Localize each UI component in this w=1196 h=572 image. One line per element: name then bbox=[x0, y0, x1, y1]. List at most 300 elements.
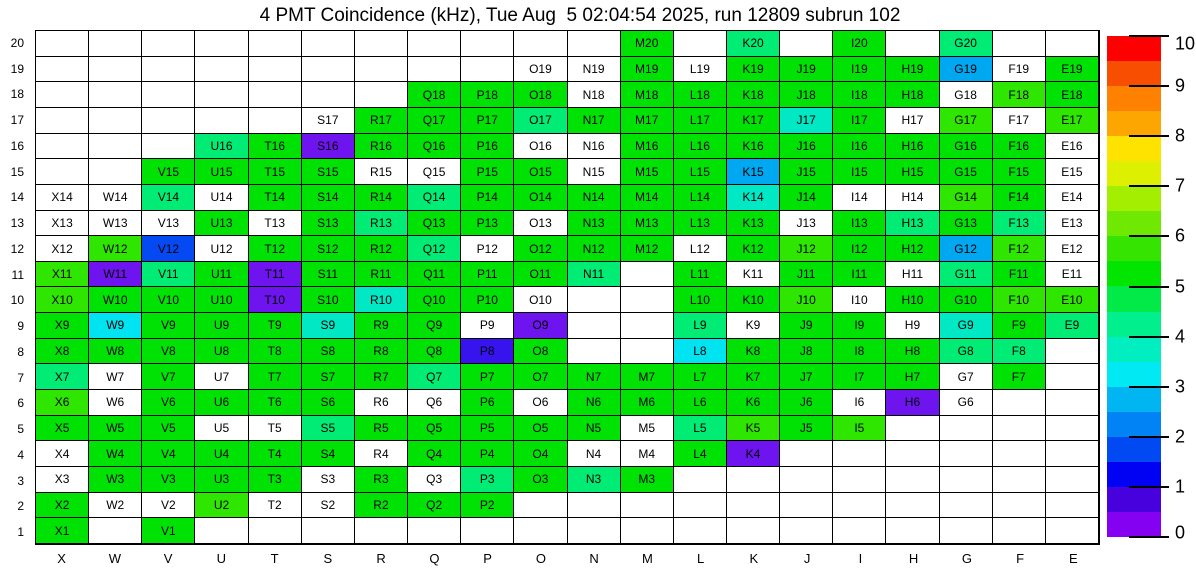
heatmap-cell: Q12 bbox=[408, 236, 461, 262]
x-axis-tick-label: R bbox=[376, 550, 386, 566]
colorbar-tick-label: 1 bbox=[1175, 476, 1186, 497]
heatmap-cell: T10 bbox=[249, 287, 302, 313]
heatmap-cell: G10 bbox=[940, 287, 993, 313]
heatmap-cell: I6 bbox=[833, 390, 886, 416]
heatmap-cell bbox=[940, 518, 993, 544]
heatmap-cell bbox=[142, 57, 195, 83]
heatmap-cell: N14 bbox=[568, 185, 621, 211]
heatmap-cell: V12 bbox=[142, 236, 195, 262]
heatmap-cell: I11 bbox=[833, 262, 886, 288]
colorbar-band bbox=[1107, 86, 1161, 111]
heatmap-cell bbox=[568, 518, 621, 544]
heatmap-cell bbox=[195, 518, 248, 544]
heatmap-cell bbox=[408, 31, 461, 57]
heatmap-cell: Q8 bbox=[408, 339, 461, 365]
heatmap-cell bbox=[621, 287, 674, 313]
heatmap-cell: E18 bbox=[1046, 82, 1099, 108]
heatmap-cell bbox=[940, 493, 993, 519]
y-axis-tick-label: 18 bbox=[10, 87, 24, 102]
heatmap-cell bbox=[993, 390, 1046, 416]
colorbar-band bbox=[1107, 337, 1161, 362]
heatmap-cell: I17 bbox=[833, 108, 886, 134]
colorbar-tick bbox=[1129, 536, 1169, 538]
heatmap-cell: E13 bbox=[1046, 211, 1099, 237]
heatmap-cell: M5 bbox=[621, 416, 674, 442]
heatmap-cell: M13 bbox=[621, 211, 674, 237]
y-axis-tick-label: 16 bbox=[10, 138, 24, 153]
heatmap-cell: O18 bbox=[514, 82, 567, 108]
heatmap-cell: F11 bbox=[993, 262, 1046, 288]
heatmap-cell: O16 bbox=[514, 134, 567, 160]
heatmap-cell: U4 bbox=[195, 441, 248, 467]
heatmap-cell: P16 bbox=[461, 134, 514, 160]
y-axis-tick-label: 10 bbox=[10, 293, 24, 308]
y-axis-tick-label: 17 bbox=[10, 113, 24, 128]
heatmap-cell: U7 bbox=[195, 364, 248, 390]
heatmap-cell bbox=[36, 82, 89, 108]
x-axis-labels bbox=[35, 548, 1100, 568]
heatmap-cell: M6 bbox=[621, 390, 674, 416]
heatmap-cell: O14 bbox=[514, 185, 567, 211]
heatmap-cell: X10 bbox=[36, 287, 89, 313]
heatmap-cell: Q4 bbox=[408, 441, 461, 467]
heatmap-cell bbox=[355, 57, 408, 83]
colorbar-tick-label: 3 bbox=[1175, 376, 1186, 397]
heatmap-cell bbox=[1046, 339, 1099, 365]
heatmap-cell: O17 bbox=[514, 108, 567, 134]
heatmap-cell: S17 bbox=[302, 108, 355, 134]
heatmap-cell: Q18 bbox=[408, 82, 461, 108]
heatmap-cell: R14 bbox=[355, 185, 408, 211]
heatmap-cell: H6 bbox=[886, 390, 939, 416]
heatmap-cell bbox=[886, 493, 939, 519]
heatmap-cell: S3 bbox=[302, 467, 355, 493]
heatmap-cell: K9 bbox=[727, 313, 780, 339]
x-axis-tick-label: N bbox=[589, 550, 599, 566]
heatmap-cell: X4 bbox=[36, 441, 89, 467]
heatmap-cell: E11 bbox=[1046, 262, 1099, 288]
heatmap-cell: G14 bbox=[940, 185, 993, 211]
heatmap-cell: V10 bbox=[142, 287, 195, 313]
heatmap-cell: J12 bbox=[780, 236, 833, 262]
heatmap-cell bbox=[568, 339, 621, 365]
heatmap-cell: S8 bbox=[302, 339, 355, 365]
heatmap-cell bbox=[89, 518, 142, 544]
heatmap-cell: U6 bbox=[195, 390, 248, 416]
heatmap-cell: I20 bbox=[833, 31, 886, 57]
heatmap-cell: L9 bbox=[674, 313, 727, 339]
y-axis-tick-label: 12 bbox=[10, 241, 24, 256]
heatmap-cell bbox=[886, 441, 939, 467]
y-axis-tick-label: 20 bbox=[10, 35, 24, 50]
heatmap-cell: R16 bbox=[355, 134, 408, 160]
heatmap-cell bbox=[89, 57, 142, 83]
heatmap-cell: J16 bbox=[780, 134, 833, 160]
colorbar-tick bbox=[1129, 85, 1169, 87]
heatmap-cell: P18 bbox=[461, 82, 514, 108]
heatmap-cell: F13 bbox=[993, 211, 1046, 237]
heatmap-cell: S6 bbox=[302, 390, 355, 416]
heatmap-cell: Q17 bbox=[408, 108, 461, 134]
heatmap-cell: F17 bbox=[993, 108, 1046, 134]
heatmap-cell: E17 bbox=[1046, 108, 1099, 134]
heatmap-cell: L7 bbox=[674, 364, 727, 390]
heatmap-cell bbox=[993, 467, 1046, 493]
heatmap-cell: Q5 bbox=[408, 416, 461, 442]
heatmap-cell: N7 bbox=[568, 364, 621, 390]
heatmap-cell: X9 bbox=[36, 313, 89, 339]
heatmap-cell: M7 bbox=[621, 364, 674, 390]
heatmap-cell: M15 bbox=[621, 159, 674, 185]
heatmap-cell: N3 bbox=[568, 467, 621, 493]
colorbar-band bbox=[1107, 111, 1161, 136]
heatmap-cell: W4 bbox=[89, 441, 142, 467]
heatmap-cell: W11 bbox=[89, 262, 142, 288]
heatmap-cell: F19 bbox=[993, 57, 1046, 83]
heatmap-cell: O10 bbox=[514, 287, 567, 313]
heatmap-cell: X6 bbox=[36, 390, 89, 416]
colorbar-tick bbox=[1129, 386, 1169, 388]
colorbar-tick bbox=[1129, 436, 1169, 438]
heatmap-cell: H19 bbox=[886, 57, 939, 83]
heatmap-cell bbox=[833, 493, 886, 519]
heatmap-cell: I14 bbox=[833, 185, 886, 211]
heatmap-cell bbox=[355, 31, 408, 57]
heatmap-cell bbox=[195, 108, 248, 134]
heatmap-cell: I19 bbox=[833, 57, 886, 83]
heatmap-cell: J10 bbox=[780, 287, 833, 313]
heatmap-cell: U14 bbox=[195, 185, 248, 211]
heatmap-cell: W3 bbox=[89, 467, 142, 493]
heatmap-cell: P7 bbox=[461, 364, 514, 390]
heatmap-cell: G17 bbox=[940, 108, 993, 134]
heatmap-cell bbox=[514, 493, 567, 519]
heatmap-cell: V13 bbox=[142, 211, 195, 237]
heatmap-cell: P13 bbox=[461, 211, 514, 237]
heatmap-cell bbox=[727, 467, 780, 493]
heatmap-cell: F8 bbox=[993, 339, 1046, 365]
colorbar-tick-label: 6 bbox=[1175, 225, 1186, 246]
heatmap-cell: G12 bbox=[940, 236, 993, 262]
colorbar-band bbox=[1107, 36, 1161, 61]
heatmap-cell: H18 bbox=[886, 82, 939, 108]
colorbar-tick bbox=[1129, 486, 1169, 488]
heatmap-cell: K17 bbox=[727, 108, 780, 134]
colorbar-tick-label: 2 bbox=[1175, 426, 1186, 447]
heatmap-cell: R12 bbox=[355, 236, 408, 262]
heatmap-cell: I10 bbox=[833, 287, 886, 313]
heatmap-cell bbox=[1046, 390, 1099, 416]
heatmap-cell: O3 bbox=[514, 467, 567, 493]
heatmap-cell bbox=[249, 108, 302, 134]
heatmap-cell: T9 bbox=[249, 313, 302, 339]
y-axis-tick-label: 14 bbox=[10, 190, 24, 205]
heatmap-cell bbox=[89, 134, 142, 160]
heatmap-cell: R15 bbox=[355, 159, 408, 185]
x-axis-tick-label: F bbox=[1016, 550, 1025, 566]
heatmap-cell: P9 bbox=[461, 313, 514, 339]
heatmap-cell: O8 bbox=[514, 339, 567, 365]
heatmap-cell: G19 bbox=[940, 57, 993, 83]
heatmap-cell: W5 bbox=[89, 416, 142, 442]
colorbar-tick bbox=[1129, 135, 1169, 137]
heatmap-cell: F7 bbox=[993, 364, 1046, 390]
heatmap-cell: M20 bbox=[621, 31, 674, 57]
heatmap-cell bbox=[993, 441, 1046, 467]
heatmap-cell: K15 bbox=[727, 159, 780, 185]
heatmap-cell: J6 bbox=[780, 390, 833, 416]
heatmap-cell: K19 bbox=[727, 57, 780, 83]
heatmap-cell: F10 bbox=[993, 287, 1046, 313]
heatmap-cell: G8 bbox=[940, 339, 993, 365]
heatmap-cell: L18 bbox=[674, 82, 727, 108]
heatmap-cell: E16 bbox=[1046, 134, 1099, 160]
heatmap-cell: H9 bbox=[886, 313, 939, 339]
heatmap-cell: X7 bbox=[36, 364, 89, 390]
heatmap-cell bbox=[514, 31, 567, 57]
heatmap-cell: S9 bbox=[302, 313, 355, 339]
colorbar-tick bbox=[1129, 286, 1169, 288]
heatmap-cell: O6 bbox=[514, 390, 567, 416]
heatmap-cell: W12 bbox=[89, 236, 142, 262]
heatmap-cell: X5 bbox=[36, 416, 89, 442]
heatmap-cell: P5 bbox=[461, 416, 514, 442]
heatmap-cell: W9 bbox=[89, 313, 142, 339]
heatmap-cell: N12 bbox=[568, 236, 621, 262]
heatmap-cell: K13 bbox=[727, 211, 780, 237]
heatmap-cell bbox=[195, 82, 248, 108]
heatmap-cell bbox=[302, 57, 355, 83]
heatmap-cell: R13 bbox=[355, 211, 408, 237]
heatmap-cell: X3 bbox=[36, 467, 89, 493]
heatmap-cell: T2 bbox=[249, 493, 302, 519]
heatmap-cell: M12 bbox=[621, 236, 674, 262]
heatmap-cell: S10 bbox=[302, 287, 355, 313]
heatmap-cell: E12 bbox=[1046, 236, 1099, 262]
heatmap-cell: Q10 bbox=[408, 287, 461, 313]
heatmap-cell: N5 bbox=[568, 416, 621, 442]
heatmap-cell bbox=[621, 313, 674, 339]
heatmap-grid bbox=[35, 30, 1100, 545]
heatmap-cell: P17 bbox=[461, 108, 514, 134]
x-axis-tick-label: M bbox=[641, 550, 653, 566]
heatmap-cell: S15 bbox=[302, 159, 355, 185]
heatmap-cell: V5 bbox=[142, 416, 195, 442]
colorbar-tick-label: 4 bbox=[1175, 326, 1186, 347]
colorbar-tick bbox=[1129, 185, 1169, 187]
heatmap-cell bbox=[249, 82, 302, 108]
heatmap-cell bbox=[1046, 467, 1099, 493]
colorbar-band bbox=[1107, 236, 1161, 261]
heatmap-cell: R10 bbox=[355, 287, 408, 313]
heatmap-cell bbox=[568, 31, 621, 57]
heatmap-cell: O5 bbox=[514, 416, 567, 442]
heatmap-cell bbox=[89, 31, 142, 57]
heatmap-cell: U16 bbox=[195, 134, 248, 160]
heatmap-cell bbox=[89, 108, 142, 134]
heatmap-cell bbox=[355, 518, 408, 544]
heatmap-cell: P6 bbox=[461, 390, 514, 416]
heatmap-cell: J15 bbox=[780, 159, 833, 185]
heatmap-cell bbox=[302, 82, 355, 108]
heatmap-cell: U9 bbox=[195, 313, 248, 339]
heatmap-cell: N19 bbox=[568, 57, 621, 83]
y-axis-tick-label: 11 bbox=[11, 267, 24, 282]
heatmap-cell bbox=[302, 31, 355, 57]
heatmap-cell bbox=[1046, 518, 1099, 544]
heatmap-cell bbox=[568, 287, 621, 313]
heatmap-cell bbox=[461, 518, 514, 544]
heatmap-cell: P14 bbox=[461, 185, 514, 211]
colorbar-band bbox=[1107, 412, 1161, 437]
heatmap-cell: Q2 bbox=[408, 493, 461, 519]
colorbar-tick-label: 8 bbox=[1175, 125, 1186, 146]
heatmap-cell: T7 bbox=[249, 364, 302, 390]
heatmap-cell bbox=[408, 518, 461, 544]
heatmap-cell: R8 bbox=[355, 339, 408, 365]
heatmap-cell: N18 bbox=[568, 82, 621, 108]
y-axis-tick-label: 5 bbox=[17, 422, 24, 437]
heatmap-cell: O7 bbox=[514, 364, 567, 390]
heatmap-cell: J9 bbox=[780, 313, 833, 339]
heatmap-cell: L16 bbox=[674, 134, 727, 160]
heatmap-cell: X11 bbox=[36, 262, 89, 288]
heatmap-cell: H11 bbox=[886, 262, 939, 288]
heatmap-cell bbox=[89, 159, 142, 185]
heatmap-cell: E10 bbox=[1046, 287, 1099, 313]
heatmap-cell: J11 bbox=[780, 262, 833, 288]
heatmap-cell: Q7 bbox=[408, 364, 461, 390]
heatmap-cell bbox=[833, 441, 886, 467]
heatmap-cell: W14 bbox=[89, 185, 142, 211]
heatmap-cell: K4 bbox=[727, 441, 780, 467]
heatmap-cell: J8 bbox=[780, 339, 833, 365]
colorbar-tick-label: 10 bbox=[1175, 33, 1196, 54]
heatmap-cell bbox=[36, 57, 89, 83]
heatmap-cell bbox=[621, 493, 674, 519]
heatmap-cell: R6 bbox=[355, 390, 408, 416]
heatmap-cell: O19 bbox=[514, 57, 567, 83]
x-axis-tick-label: J bbox=[803, 550, 811, 566]
heatmap-cell: W8 bbox=[89, 339, 142, 365]
heatmap-cell bbox=[249, 57, 302, 83]
heatmap-cell: M18 bbox=[621, 82, 674, 108]
heatmap-cell: P11 bbox=[461, 262, 514, 288]
heatmap-cell: E9 bbox=[1046, 313, 1099, 339]
x-axis-tick-label: I bbox=[858, 550, 863, 566]
heatmap-cell bbox=[568, 313, 621, 339]
heatmap-cell bbox=[886, 467, 939, 493]
y-axis-tick-label: 9 bbox=[17, 319, 24, 334]
colorbar-band bbox=[1107, 387, 1161, 412]
heatmap-cell: Q15 bbox=[408, 159, 461, 185]
x-axis-tick-label: V bbox=[163, 550, 173, 566]
heatmap-cell: I8 bbox=[833, 339, 886, 365]
heatmap-cell: L12 bbox=[674, 236, 727, 262]
heatmap-cell bbox=[461, 57, 514, 83]
colorbar-tick bbox=[1129, 35, 1169, 37]
heatmap-cell: P15 bbox=[461, 159, 514, 185]
heatmap-cell: V1 bbox=[142, 518, 195, 544]
heatmap-cell: X1 bbox=[36, 518, 89, 544]
heatmap-cell: U2 bbox=[195, 493, 248, 519]
heatmap-cell bbox=[89, 82, 142, 108]
heatmap-cell: U11 bbox=[195, 262, 248, 288]
heatmap-cell: R5 bbox=[355, 416, 408, 442]
heatmap-cell: M16 bbox=[621, 134, 674, 160]
heatmap-cell: O11 bbox=[514, 262, 567, 288]
heatmap-cell: S2 bbox=[302, 493, 355, 519]
heatmap-cell: R4 bbox=[355, 441, 408, 467]
heatmap-cell: O9 bbox=[514, 313, 567, 339]
heatmap-cell: S4 bbox=[302, 441, 355, 467]
heatmap-cell: I12 bbox=[833, 236, 886, 262]
heatmap-cell: V6 bbox=[142, 390, 195, 416]
heatmap-cell: O15 bbox=[514, 159, 567, 185]
heatmap-cell: U15 bbox=[195, 159, 248, 185]
heatmap-cell: I13 bbox=[833, 211, 886, 237]
heatmap-cell: V4 bbox=[142, 441, 195, 467]
heatmap-cell: L14 bbox=[674, 185, 727, 211]
heatmap-cell: R9 bbox=[355, 313, 408, 339]
heatmap-cell: M14 bbox=[621, 185, 674, 211]
heatmap-cell: V3 bbox=[142, 467, 195, 493]
heatmap-cell bbox=[514, 518, 567, 544]
heatmap-cell: G15 bbox=[940, 159, 993, 185]
heatmap-cell bbox=[621, 518, 674, 544]
heatmap-cell: S5 bbox=[302, 416, 355, 442]
heatmap-cell: L11 bbox=[674, 262, 727, 288]
heatmap-cell bbox=[142, 108, 195, 134]
heatmap-cell bbox=[780, 31, 833, 57]
heatmap-cell: S12 bbox=[302, 236, 355, 262]
x-axis-tick-label: K bbox=[749, 550, 759, 566]
y-axis-tick-label: 19 bbox=[10, 61, 24, 76]
heatmap-cell bbox=[1046, 416, 1099, 442]
heatmap-cell: G6 bbox=[940, 390, 993, 416]
heatmap-cell bbox=[302, 518, 355, 544]
heatmap-cell: K8 bbox=[727, 339, 780, 365]
heatmap-cell: P3 bbox=[461, 467, 514, 493]
heatmap-cell bbox=[36, 159, 89, 185]
heatmap-cell bbox=[833, 518, 886, 544]
heatmap-cell: F9 bbox=[993, 313, 1046, 339]
x-axis-tick-label: Q bbox=[429, 550, 440, 566]
heatmap-cell: J14 bbox=[780, 185, 833, 211]
heatmap-cell: J5 bbox=[780, 416, 833, 442]
heatmap-cell: V7 bbox=[142, 364, 195, 390]
y-axis-tick-label: 13 bbox=[10, 216, 24, 231]
heatmap-cell: H14 bbox=[886, 185, 939, 211]
heatmap-cell: Q6 bbox=[408, 390, 461, 416]
heatmap-cell: N17 bbox=[568, 108, 621, 134]
heatmap-cell: T15 bbox=[249, 159, 302, 185]
x-axis-tick-label: T bbox=[270, 550, 279, 566]
heatmap-cell bbox=[886, 518, 939, 544]
heatmap-cell: K18 bbox=[727, 82, 780, 108]
colorbar-band bbox=[1107, 61, 1161, 86]
heatmap-cell: Q11 bbox=[408, 262, 461, 288]
heatmap-cell: L10 bbox=[674, 287, 727, 313]
colorbar-band bbox=[1107, 462, 1161, 487]
heatmap-cell: O4 bbox=[514, 441, 567, 467]
heatmap-cell bbox=[993, 31, 1046, 57]
heatmap-cell: E14 bbox=[1046, 185, 1099, 211]
heatmap-cell: G16 bbox=[940, 134, 993, 160]
x-axis-tick-label: O bbox=[535, 550, 546, 566]
heatmap-cell: L15 bbox=[674, 159, 727, 185]
heatmap-cell: G13 bbox=[940, 211, 993, 237]
